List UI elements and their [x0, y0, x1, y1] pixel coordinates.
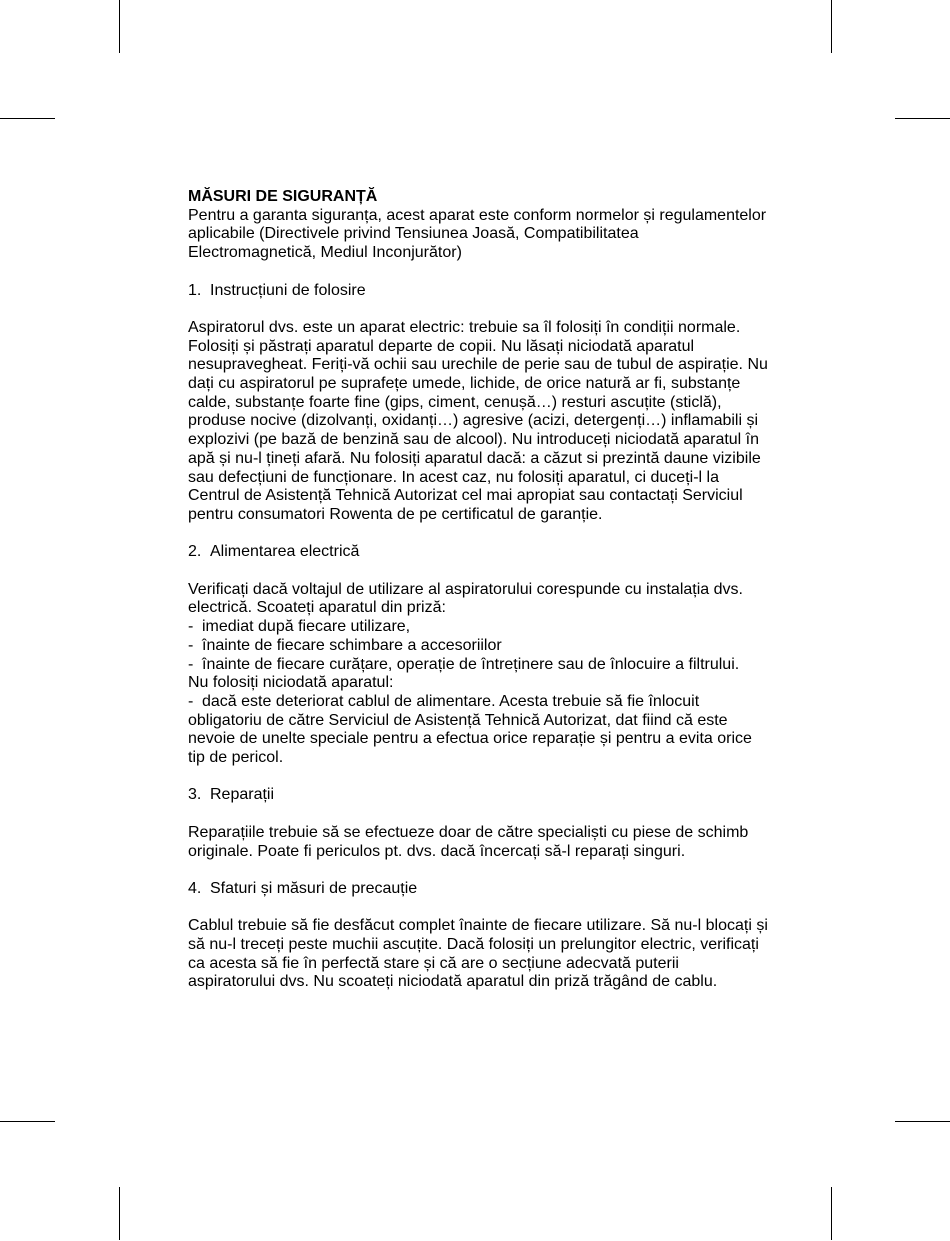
section-heading-1	[188, 282, 768, 301]
section-paragraph-3: Reparațiile trebuie să se efectueze doar de către specialiști cu piese de schimb originale. Poate fi periculos pt. dvs. dacă încercați să-l reparați singuri.	[188, 823, 749, 860]
list-item	[188, 656, 768, 675]
section-paragraph-1: Aspiratorul dvs. este un aparat electric: trebuie sa îl folosiți în condiții normale. Folosiți și păstrați aparatul departe de copii. Nu lăsați niciodată aparatul nesupravegheat. Feriți-vă ochii sau urechile de perie sau de tubul de aspirație. Nu dați cu aspiratorul pe suprafețe umede, lichide, de orice natură ar fi, substanțe calde, substanțe foarte fine (gips, ciment, cenușă…) resturi ascuțite (sticlă), produse nocive (dizolvanți, oxidanți…) agresive (acizi, detergenți…) inflamabili și explozivi (pe bază de benzină sau de alcool). Nu introduceți niciodată aparatul în apă și nu-l țineți afară. Nu folosiți aparatul dacă: a căzut si prezintă daune vizibile sau defecțiuni de funcționare. In acest caz, nu folosiți aparatul, ci duceți-l la Centrul de Asistență Tehnică Autorizat cel mai apropiat sau contactați Serviciul pentru consumatori Rowenta de pe certificatul de garanție.	[188, 318, 768, 523]
section-heading-3	[188, 786, 768, 805]
document-body	[188, 188, 768, 992]
list-item	[188, 618, 768, 637]
list-marker: -	[188, 618, 194, 636]
list-item	[188, 637, 768, 656]
list-marker: -	[188, 692, 194, 710]
section-title: Reparații	[210, 786, 275, 804]
section-title: Alimentarea electrică	[210, 543, 360, 561]
list-marker: -	[188, 655, 194, 673]
crop-mark-bottom-left-vertical	[119, 1187, 120, 1240]
section-number: 3.	[188, 786, 202, 804]
section-number: 1.	[188, 281, 202, 299]
section-heading-4	[188, 880, 768, 899]
crop-mark-top-left-vertical	[119, 0, 120, 53]
section-2-line: Nu folosiți niciodată aparatul:	[188, 674, 394, 692]
list-item-text: dacă este deteriorat cablul de alimentare. Acesta trebuie să fie înlocuit obligatoriu de către Serviciul de Asistență Tehnică Autorizat, dat fiind că este nevoie de unelte speciale pentru a efectua orice reparație și pentru a evita orice tip de pericol.	[188, 692, 752, 767]
section-paragraph-2: Verificați dacă voltajul de utilizare al aspiratorului corespunde cu instalația dvs. electrică. Scoateți aparatul din priză:	[188, 580, 743, 617]
list-marker: -	[188, 636, 194, 654]
crop-mark-bottom-right-vertical	[831, 1187, 832, 1240]
crop-mark-top-right-horizontal	[895, 118, 950, 119]
list-item	[188, 693, 768, 768]
section-paragraph-4: Cablul trebuie să fie desfăcut complet înainte de fiecare utilizare. Să nu-l blocați și să nu-l treceți peste muchii ascuțite. Dacă folosiți un prelungitor electric, verificați ca acesta să fie în perfectă stare și că are o secțiune adecvată puterii aspiratorului dvs. Nu scoateți niciodată aparatul din priză trăgând de cablu.	[188, 917, 768, 991]
document-title: MĂSURI DE SIGURANȚĂ	[188, 188, 378, 205]
list-item-text: înainte de fiecare curățare, operație de întreținere sau de înlocuire a filtrului.	[202, 655, 740, 673]
section-number: 4.	[188, 879, 202, 897]
section-title: Sfaturi și măsuri de precauție	[210, 879, 418, 897]
intro-paragraph: Pentru a garanta siguranța, acest aparat este conform normelor și regulamentelor aplicabile (Directivele privind Tensiunea Joasă, Compatibilitatea Electromagnetică, Mediul Inconjurător)	[188, 206, 767, 262]
crop-mark-bottom-left-horizontal	[0, 1121, 55, 1122]
section-number: 2.	[188, 543, 202, 561]
crop-mark-top-right-vertical	[831, 0, 832, 53]
crop-mark-top-left-horizontal	[0, 118, 55, 119]
section-heading-2	[188, 543, 768, 562]
list-item-text: imediat după fiecare utilizare,	[202, 618, 411, 636]
section-title: Instrucțiuni de folosire	[210, 281, 366, 299]
crop-mark-bottom-right-horizontal	[895, 1121, 950, 1122]
list-item-text: înainte de fiecare schimbare a accesoriilor	[202, 636, 502, 654]
